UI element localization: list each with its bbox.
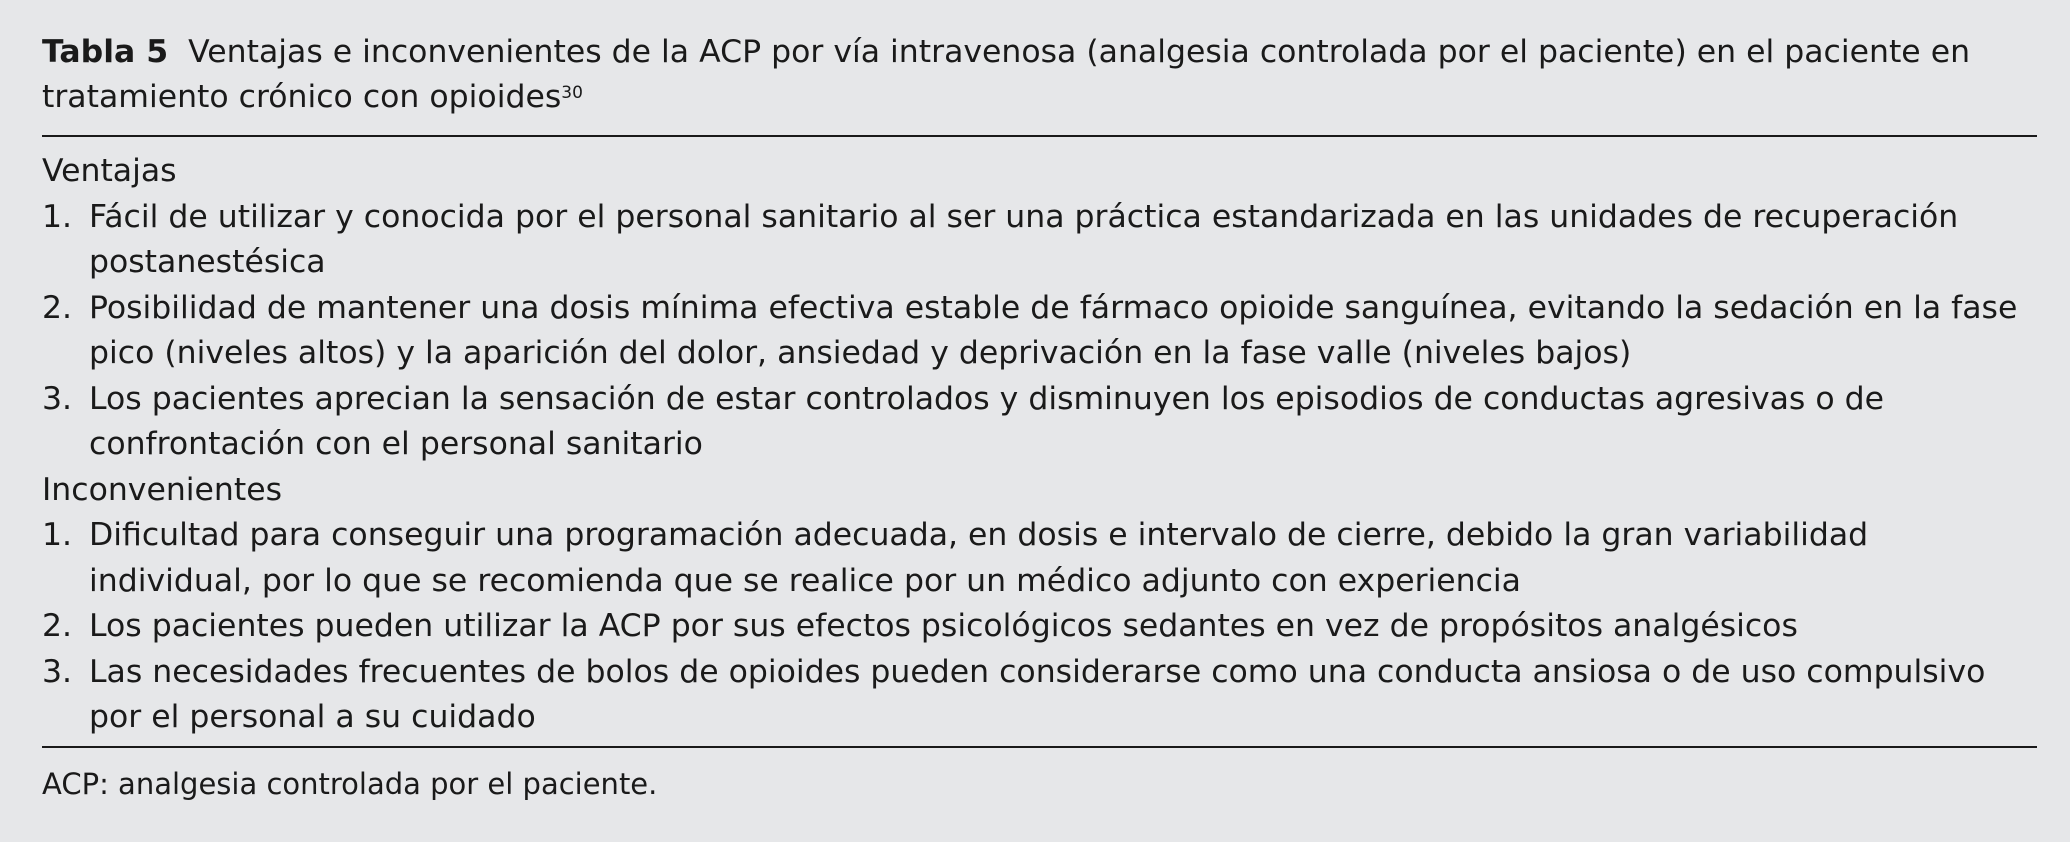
advantages-list — [42, 195, 2037, 468]
item-number: 3. — [42, 380, 73, 417]
section-heading: Inconvenientes — [42, 471, 283, 508]
item-number: 1. — [42, 517, 73, 553]
list-item — [42, 286, 2037, 377]
table-caption — [42, 30, 2037, 120]
item-text: Las necesidades frecuentes de bolos de opioides pueden considerarse como una conducta ansiosa o de uso compulsivo por el personal a su cuidado — [89, 653, 1986, 735]
list-item — [42, 604, 2037, 650]
section-advantages — [42, 149, 2037, 468]
section-heading: Ventajas — [42, 153, 177, 189]
table-body — [42, 137, 2037, 746]
list-item — [42, 377, 2037, 468]
item-number: 3. — [42, 653, 73, 690]
item-number: 2. — [42, 608, 73, 644]
reference-superscript: 30 — [561, 83, 583, 103]
list-item — [42, 650, 2037, 741]
table-caption-text: Ventajas e inconvenientes de la ACP por vía intravenosa (analgesia controlada por el paciente) en el paciente en tratamiento crónico con opioides — [42, 34, 1971, 115]
item-text: Los pacientes aprecian la sensación de estar controlados y disminuyen los episodios de conductas agresivas o de confrontación con el personal sanitario — [89, 380, 1884, 462]
item-text: Dificultad para conseguir una programación adecuada, en dosis e intervalo de cierre, debido la gran variabilidad individual, por lo que se recomienda que se realice por un médico adjunto con experiencia — [89, 517, 1869, 599]
item-text: Fácil de utilizar y conocida por el personal sanitario al ser una práctica estandarizada en las unidades de recuperación postanestésica — [89, 198, 1959, 280]
table-label: Tabla 5 — [42, 34, 169, 70]
table-footnote: ACP: analgesia controlada por el paciente. — [42, 766, 658, 801]
item-number: 1. — [42, 198, 73, 235]
section-disadvantages — [42, 468, 2037, 741]
item-text: Posibilidad de mantener una dosis mínima efectiva estable de fármaco opioide sanguínea, evitando la sedación en la fase pico (niveles altos) y la aparición del dolor, ansiedad y deprivación en la fase valle (niveles bajos) — [89, 289, 2018, 371]
disadvantages-list — [42, 513, 2037, 741]
item-text: Los pacientes pueden utilizar la ACP por sus efectos psicológicos sedantes en vez de propósitos analgésicos — [89, 608, 1798, 644]
item-number: 2. — [42, 289, 73, 326]
list-item — [42, 513, 2037, 604]
list-item — [42, 195, 2037, 286]
